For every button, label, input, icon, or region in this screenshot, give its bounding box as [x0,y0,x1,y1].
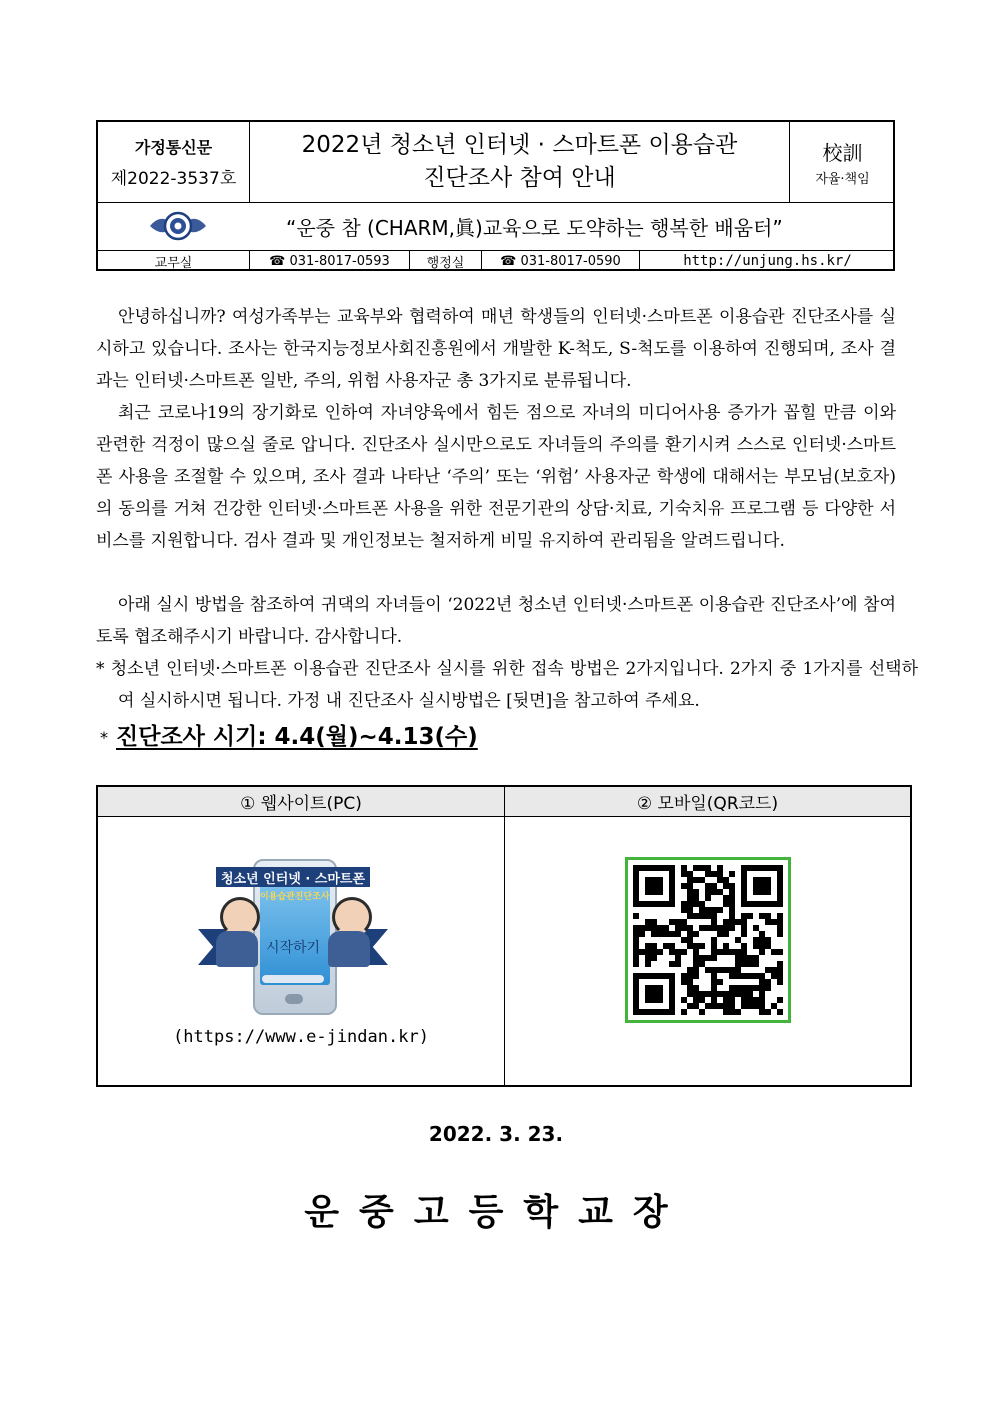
banner-title: 청소년 인터넷 · 스마트폰 [216,867,370,887]
page-title-line2: 진단조사 참여 안내 [423,165,616,191]
school-slogan: “운중 참 (CHARM,眞)교육으로 도약하는 행복한 배움터” [286,215,783,240]
mobile-method-header: ② 모바일(QR코드) [505,787,910,817]
qr-code-icon [633,865,783,1015]
office2-label: 행정실 [410,251,482,271]
period-text: 진단조사 시기: 4.4(월)~4.13(수) [116,724,478,750]
period-bullet: * [100,728,108,747]
school-emblem-icon [148,208,208,244]
table-divider [504,787,505,1085]
survey-period [100,718,478,751]
access-methods-table [96,785,912,1087]
header-slogan-row [98,202,893,251]
motto-cell [790,122,895,202]
header-title-row [98,122,893,203]
office2-phone: ☎ 031-8017-0590 [482,251,640,271]
body-paragraph-1: 안녕하십니까? 여성가족부는 교육부와 협력하여 매년 학생들의 인터넷·스마트폰 이용습관 진단조사를 실시하고 있습니다. 조사는 한국지능정보사회진흥원에서 개발한 K-척도, S-척도를 이용하여 진행되며, 조사 결과는 인터넷·스마트폰 일반, 주의, 위험 사용자군 총 3가지로 분류됩니다. [96,307,896,391]
motto-title: 校訓 [822,141,863,165]
title-cell [250,122,790,202]
header-contact-row [98,251,893,271]
banner-subtitle: 이용습관진단조사 [260,892,330,902]
access-note: * 청소년 인터넷·스마트폰 이용습관 진단조사 실시를 위한 접속 방법은 2가지입니다. 2가지 중 1가지를 선택하여 실시하시면 됩니다. 가정 내 진단조사 실시방법은 [뒷면]을 참고하여 주세요. [96,659,918,711]
homepage-link[interactable]: http://unjung.hs.kr/ [683,253,852,269]
office1-label: 교무실 [98,251,250,271]
e-jindan-banner[interactable] [198,857,388,1017]
document-header [96,120,895,271]
school-emblem [138,202,218,250]
newsletter-label: 가정통신문 [134,138,213,157]
body-paragraph-3: 아래 실시 방법을 참조하여 귀댁의 자녀들이 ‘2022년 청소년 인터넷·스마트폰 이용습관 진단조사’에 참여토록 협조해주시기 바랍니다. 감사합니다. [96,595,896,647]
issue-number: 제2022-3537호 [110,169,237,189]
document-date: 2022. 3. 23. [428,1122,564,1146]
body-paragraph-2: 최근 코로나19의 장기화로 인하여 자녀양육에서 힘든 점으로 자녀의 미디어사용 증가가 꼽힐 만큼 이와 관련한 걱정이 많으실 줄로 압니다. 진단조사 실시만으로도 자녀들의 주의를 환기시켜 스스로 인터넷·스마트폰 사용을 조절할 수 있으며, 조사 결과 나타난 ‘주의’ 또는 ‘위험’ 사용자군 학생에 대해서는 부모님(보호자)의 동의를 거쳐 건강한 인터넷·스마트폰 사용을 위한 전문기관의 상담·치료, 기숙치유 프로그램 등 다양한 서비스를 지원합니다. 검사 결과 및 개인정보는 철저하게 비밀 유지하여 관리됨을 알려드립니다. [96,403,896,551]
issue-cell [98,122,250,202]
start-button[interactable]: 시작하기 [265,940,321,956]
web-url[interactable]: (https://www.e-jindan.kr) [173,1027,429,1047]
page-title-line1: 2022년 청소년 인터넷 · 스마트폰 이용습관 [301,132,738,158]
office1-phone: ☎ 031-8017-0593 [250,251,410,271]
principal-signature: 운중고등학교장 [304,1192,688,1233]
motto-text: 자율·책임 [815,172,870,187]
web-method-header: ① 웹사이트(PC) [98,787,504,817]
qr-code[interactable] [625,857,791,1023]
